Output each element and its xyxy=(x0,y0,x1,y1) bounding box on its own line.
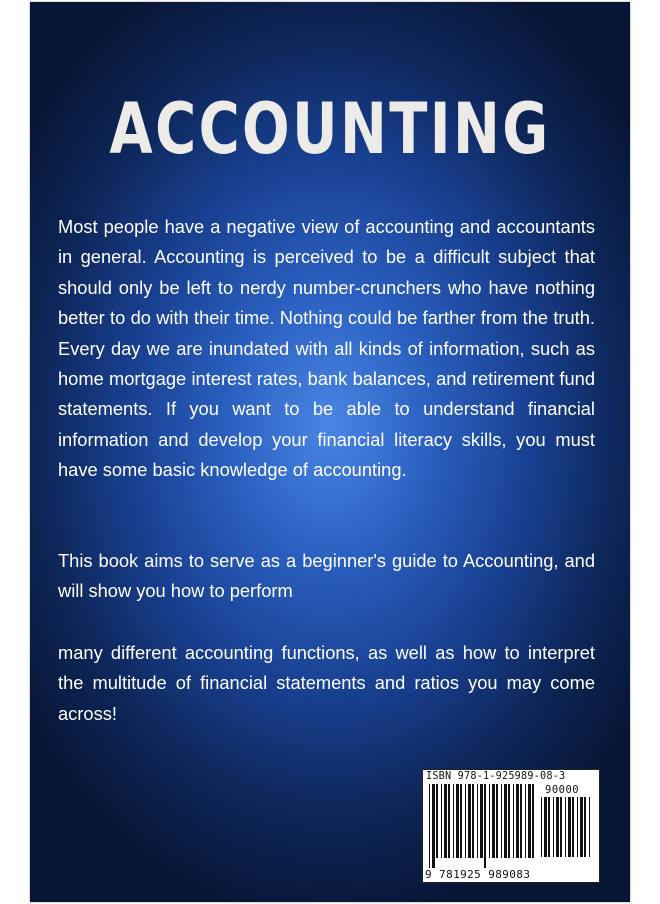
barcode-bar xyxy=(472,784,474,858)
barcode-bar xyxy=(484,784,486,868)
price-code: 90000 xyxy=(545,784,580,796)
barcode-bar xyxy=(460,784,462,858)
barcode-bar xyxy=(477,784,478,858)
isbn-barcode xyxy=(422,769,600,883)
cover-title: ACCOUNTING xyxy=(109,88,551,170)
barcode-bar xyxy=(520,784,522,858)
barcode-bar xyxy=(572,797,574,857)
barcode-bar xyxy=(556,797,559,857)
barcode-bar xyxy=(528,784,531,858)
barcode-bar xyxy=(553,797,554,857)
addon-barcode-bars xyxy=(541,797,593,867)
barcode-bar xyxy=(480,784,483,858)
barcode-bar xyxy=(508,784,510,858)
barcode-bar xyxy=(441,784,442,858)
barcode-bar xyxy=(532,784,534,858)
barcode-bar xyxy=(513,784,514,858)
description-paragraph-2: This book aims to serve as a beginner's guide to Accounting, and will show you how to perform xyxy=(58,550,595,602)
barcode-bar xyxy=(548,797,550,857)
barcode-bar xyxy=(584,797,586,857)
barcode-bar xyxy=(444,784,447,858)
barcode-bar xyxy=(544,797,547,857)
barcode-bar xyxy=(429,784,430,868)
barcode-bar xyxy=(565,797,566,857)
barcode-bar xyxy=(436,784,438,858)
description-paragraph-1: Most people have a negative view of accounting and accountants in general. Accounting is perceived to be a difficult subject that should only be left to nerdy number-crunchers who have nothing better to do with their time. Nothing could be farther from the truth. Every day we are inundated with all kinds of information, such as home mortgage interest rates, bank balances, and retirement fund statements. If you want to be able to understand financial information and develop your financial literacy skills, you must have some basic knowledge of accounting. xyxy=(58,216,595,481)
barcode-bar xyxy=(577,797,578,857)
barcode-bar xyxy=(492,784,495,858)
ean-barcode-bars xyxy=(429,784,539,868)
description-paragraph-3: many different accounting functions, as well as how to interpret the multitude of financial statements and ratios you may come across! xyxy=(58,642,595,724)
barcode-bar xyxy=(525,784,526,858)
isbn-label: ISBN 978-1-925989-08-3 xyxy=(426,771,566,782)
barcode-bar xyxy=(496,784,498,858)
barcode-bar xyxy=(568,797,571,857)
barcode-bar xyxy=(465,784,466,858)
barcode-bar xyxy=(504,784,507,858)
barcode-bar xyxy=(501,784,502,858)
ean-digits: 9 781925 989083 xyxy=(425,868,531,881)
barcode-bar xyxy=(432,784,435,868)
barcode-bar xyxy=(489,784,490,858)
barcode-bar xyxy=(448,784,450,858)
barcode-bar xyxy=(453,784,454,858)
barcode-bar xyxy=(589,797,590,857)
barcode-bar xyxy=(541,797,542,857)
barcode-bar xyxy=(560,797,562,857)
barcode-bar xyxy=(456,784,459,858)
book-back-cover xyxy=(30,2,630,902)
barcode-bar xyxy=(580,797,583,857)
barcode-bar xyxy=(468,784,471,858)
barcode-bar xyxy=(516,784,519,858)
